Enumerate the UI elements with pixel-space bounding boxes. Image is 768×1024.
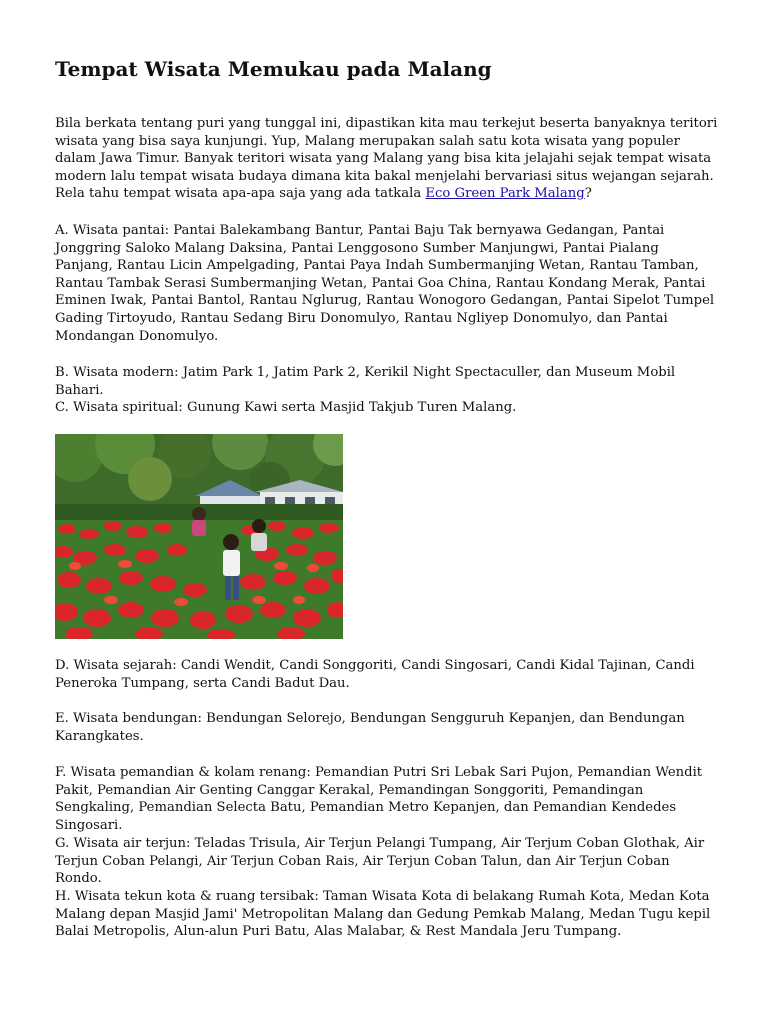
eco-green-park-link[interactable]: Eco Green Park Malang <box>425 186 585 202</box>
section-h-paragraph: H. Wisata tekun kota & ruang tersibak: Taman Wisata Kota di belakang Rumah Kota, Medan Kota Malang depan Masjid Jami' Metropolitan Malang dan Gedung Pemkab Malang, Medan Tugu kepil Balai Metropolis, Alun-alun Puri Batu, Alas Malabar, & Rest Mandala Jeru Tumpang. <box>55 889 711 940</box>
section-b-paragraph: B. Wisata modern: Jatim Park 1, Jatim Park 2, Kerikil Night Spectaculler, dan Museum Mobil Bahari. <box>55 365 676 398</box>
section-f-paragraph: F. Wisata pemandian & kolam renang: Pemandian Putri Sri Lebak Sari Pujon, Pemandian Wendit Pakit, Pemandian Air Genting Canggar Kerakal, Pemandingan Songgoriti, Pemandingan Sengkaling, Pemandian Selecta Batu, Pemandian Metro Kepanjen, dan Pemandian Kendedes Singosari. <box>55 765 703 833</box>
intro-end: ? <box>584 186 592 202</box>
flower-garden-photo <box>55 434 343 639</box>
section-e-paragraph: E. Wisata bendungan: Bendungan Selorejo, Bendungan Sengguruh Kepanjen, dan Bendungan Karangkates. <box>55 711 685 744</box>
intro-text: Bila berkata tentang puri yang tunggal ini, dipastikan kita mau terkejut beserta banyaknya teritori wisata yang bisa saya kunjungi. Yup, Malang merupakan salah satu kota wisata yang populer dalam Jawa Timur. Banyak teritori wisata yang Malang yang bisa kita jelajahi sejak tempat wisata modern lalu tempat wisata budaya dimana kita bakal menjelahi bervariasi situs wejangan sejarah. Rela tahu tempat wisata apa-apa saja yang ada tatkala <box>55 116 718 202</box>
intro-paragraph <box>55 115 720 203</box>
section-c-paragraph: C. Wisata spiritual: Gunung Kawi serta Masjid Takjub Turen Malang. <box>55 400 517 415</box>
section-g-paragraph: G. Wisata air terjun: Teladas Trisula, Air Terjun Pelangi Tumpang, Air Terjum Coban Glothak, Air Terjun Coban Pelangi, Air Terjun Coban Rais, Air Terjun Coban Talun, dan Air Terjun Coban Rondo. <box>55 836 705 887</box>
section-a-paragraph: A. Wisata pantai: Pantai Balekambang Bantur, Pantai Baju Tak bernyawa Gedangan, Pantai Jonggring Saloko Malang Daksina, Pantai Lenggosono Sumber Manjungwi, Pantai Pialang Panjang, Rantau Licin Ampelgading, Pantai Paya Indah Sumbermanjing Wetan, Rantau Tamban, Rantau Tambak Serasi Sumbermanjing Wetan, Pantai Goa China, Rantau Kondang Merak, Pantai Eminen Iwak, Pantai Bantol, Rantau Nglurug, Rantau Wonogoro Gedangan, Pantai Sipelot Tumpel Gading Tirtoyudo, Rantau Sedang Biru Donomulyo, Rantau Ngliyep Donomulyo, dan Pantai Mondangan Donomulyo. <box>55 223 715 344</box>
page-title: Tempat Wisata Memukau pada Malang <box>55 57 492 81</box>
section-d-paragraph: D. Wisata sejarah: Candi Wendit, Candi Songgoriti, Candi Singosari, Candi Kidal Tajinan, Candi Peneroka Tumpang, serta Candi Badut Dau. <box>55 658 695 691</box>
